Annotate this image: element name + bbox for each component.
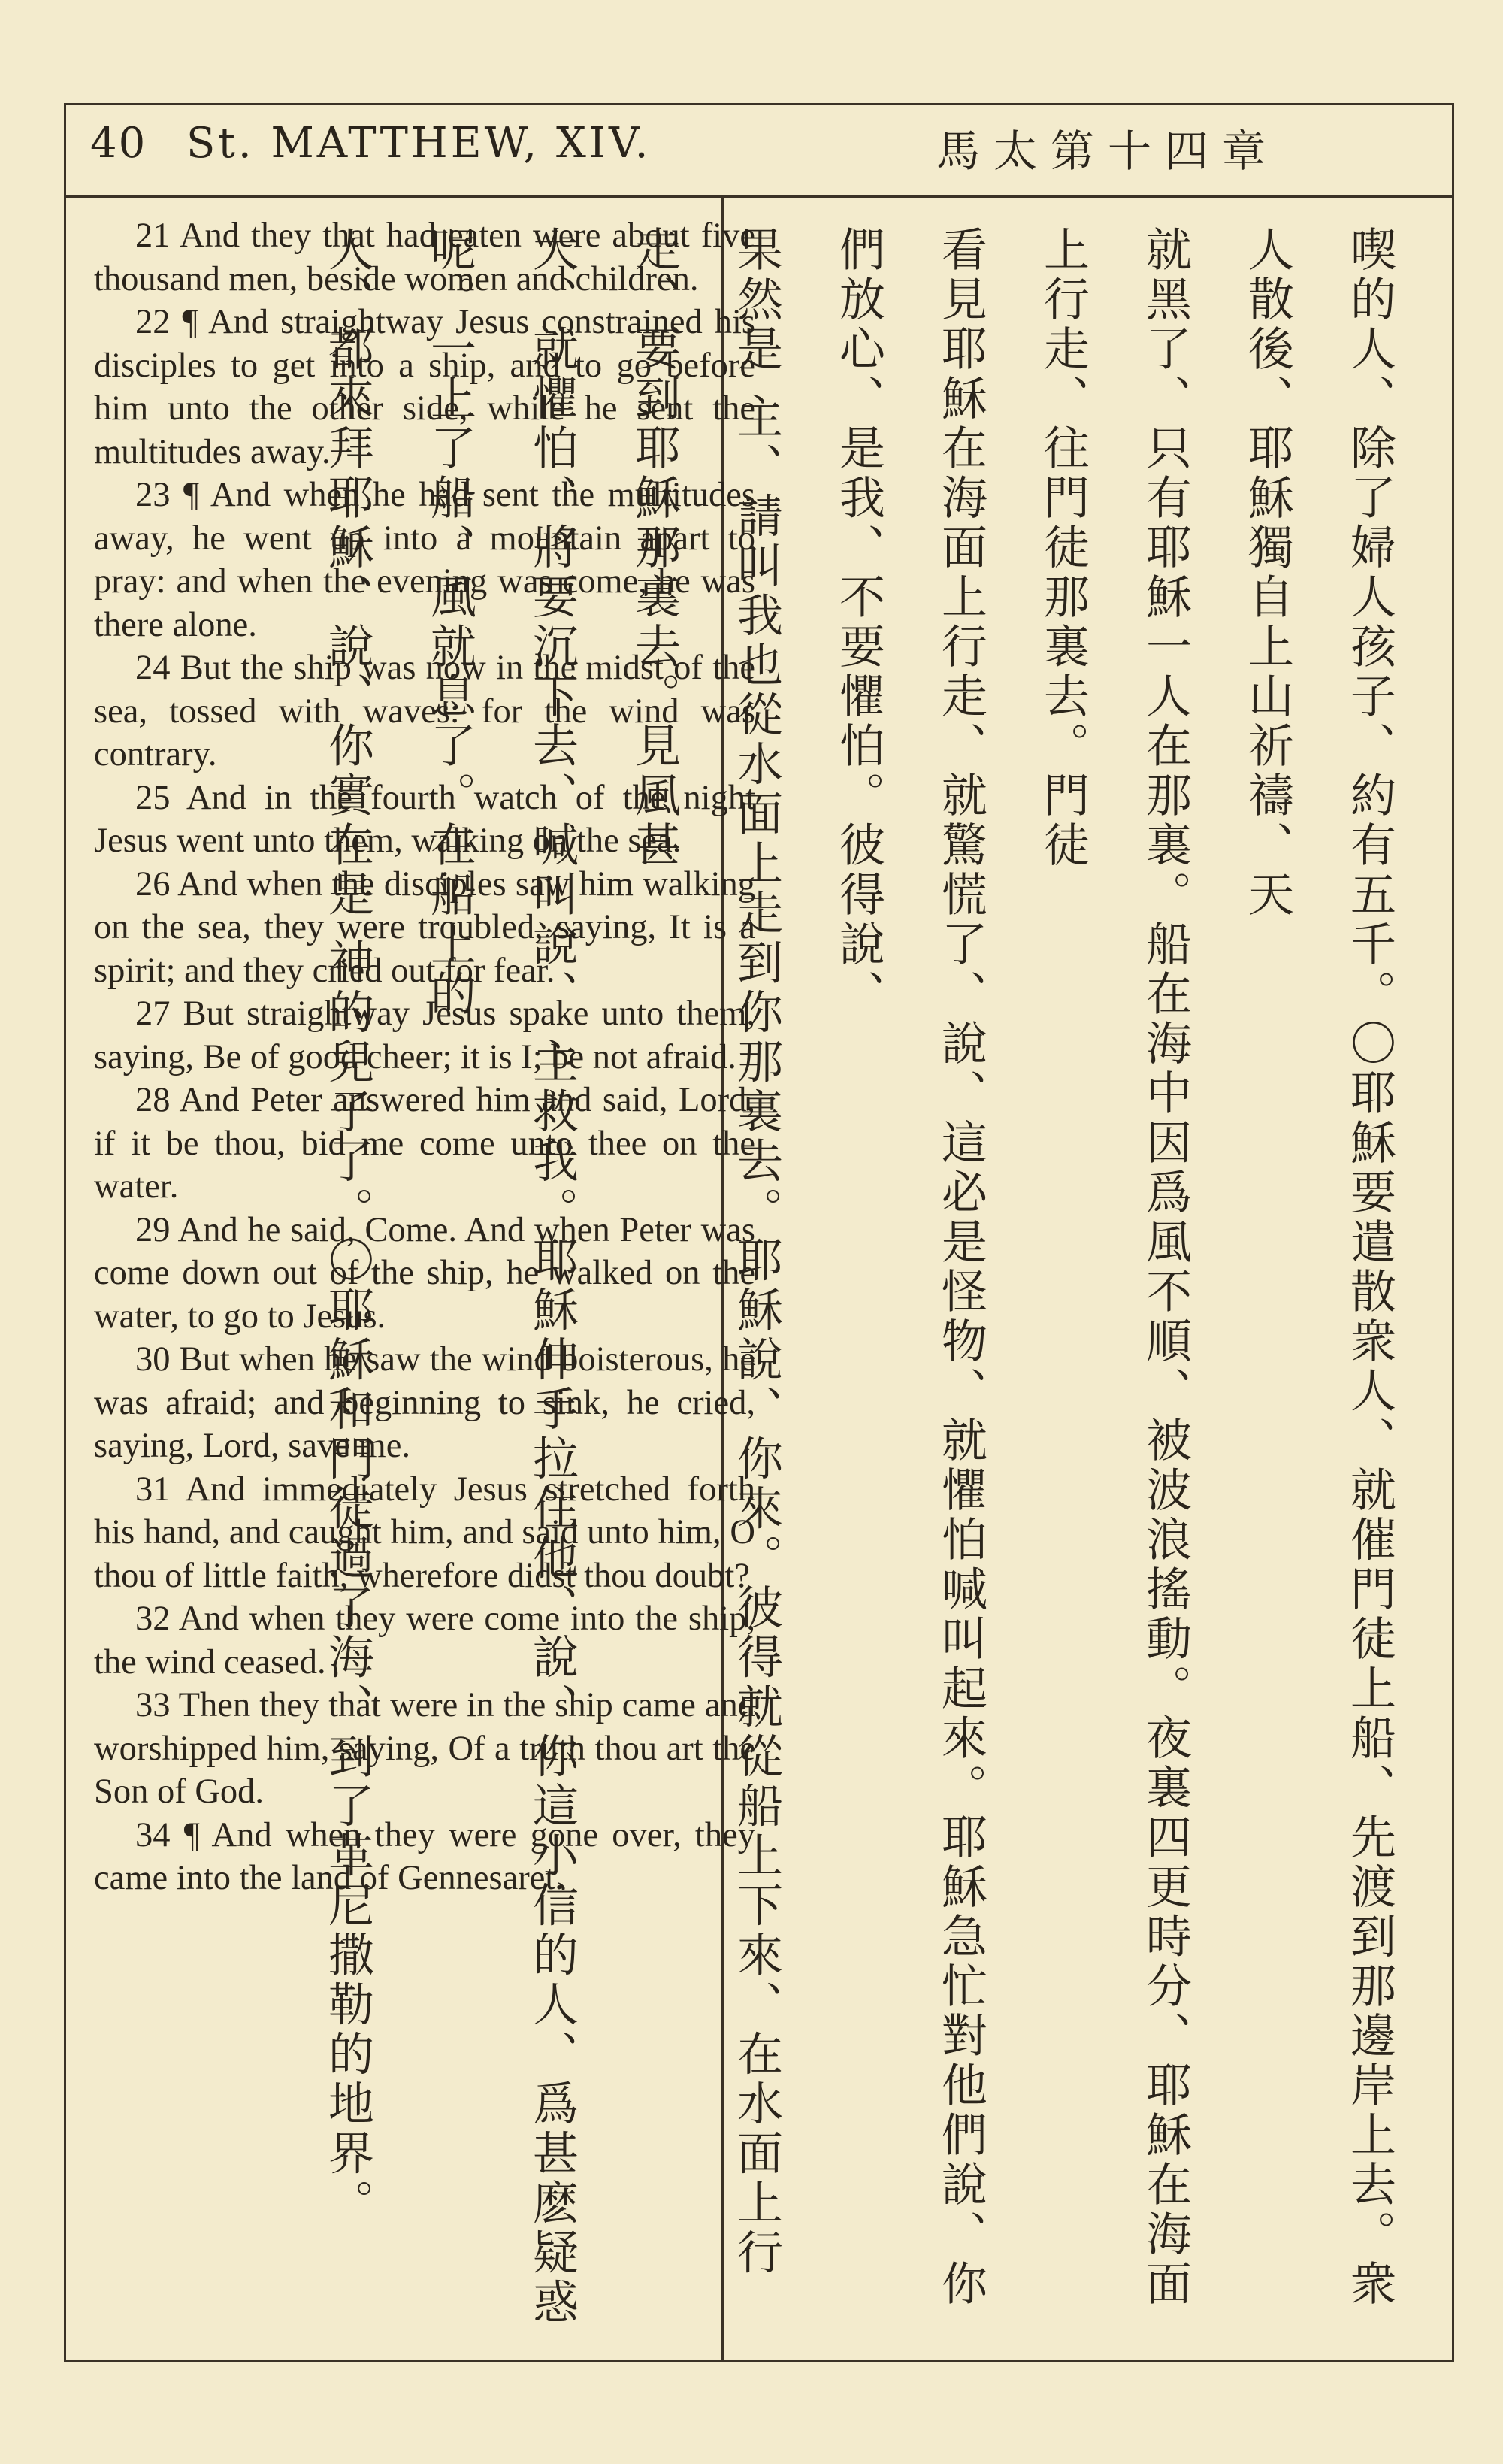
- verse-33: 33 Then they that were in the ship came and worshipped him, saying, Of a truth thou art the Son of God.: [94, 1686, 755, 1811]
- verse-22: 22 ¶ And straightway Jesus constrained his disciples to get into a ship, and to go before him unto the other side, while he sent the multitudes away.: [94, 303, 755, 471]
- chinese-line: 大、就懼怕、將要沉下去、喊叫說、 主救我。耶穌伸手拉住他、說、你這小信的人、爲甚麽疑惑呢。一上了船、風就息了。在船上的: [423, 226, 579, 2328]
- verse-23: 23 ¶ And when he had sent the multitudes away, he went up into a mountain apart to pray: and when the evening was come, he was there alone.: [94, 476, 755, 644]
- verse-31: 31 And immediately Jesus stretched forth his hand, and caught him, and said unto him, O thou of little faith, wherefore didst thou doubt?: [94, 1470, 755, 1595]
- verse-26: 26 And when the disciples saw him walking on the sea, they were troubled, saying, It is a spirit; and they cried out for fear.: [94, 864, 755, 990]
- running-head-english: St. MATTHEW, XIV.: [186, 119, 652, 168]
- verse-32: 32 And when they were come into the ship, the wind ceased.: [94, 1600, 755, 1682]
- verse-29: 29 And he said, Come. And when Peter was come down out of the ship, he walked on the water, to go to Jesus.: [94, 1210, 755, 1336]
- verse-34: 34 ¶ And when they were gone over, they came into the land of Gennesaret.: [94, 1815, 755, 1897]
- verse-21: 21 And they that had eaten were about five thousand men, beside women and children.: [94, 216, 755, 298]
- verse-24: 24 But the ship was now in the midst of the sea, tossed with waves: for the wind was contrary.: [94, 649, 755, 773]
- chinese-line: 果然是 主、請叫我也從水面上走到你那裏去。耶穌說、你來。彼得就從船上下來、在水面上行走、要到耶穌那裏去。見風甚: [628, 226, 783, 2278]
- page-number: 40: [90, 119, 147, 168]
- chinese-line: 看見耶穌在海面上行走、就驚慌了、說、這必是怪物、就懼怕喊叫起來。耶穌急忙對他們說、你們放心、是我、不要懼怕。彼得說、: [832, 226, 987, 2309]
- verse-25: 25 And in the fourth watch of the night Jesus went unto them, walking on the sea.: [94, 778, 755, 860]
- verse-30: 30 But when he saw the wind boisterous, he was afraid; and beginning to sink, he cried, saying, Lord, save me.: [94, 1340, 755, 1465]
- chinese-line: 就黑了、只有耶穌一人在那裏。船在海中因爲風不順、被波浪搖動。夜裏四更時分、耶穌在海面上行走、往門徒那裏去。門徒: [1036, 226, 1192, 2309]
- chinese-line: 人、都來拜耶穌、說、你實在是 神的兒子了。〇耶穌和門徒過了海、到了革尼撒勒的地界。: [321, 226, 374, 2229]
- chinese-line: 喫的人、除了婦人孩子、約有五千。〇耶穌要遣散衆人、就催門徒上船、先渡到那邊岸上去。衆人散後、耶穌獨自上山祈禱、天: [1241, 226, 1396, 2309]
- page-header: [66, 105, 1452, 198]
- verse-27: 27 But straightway Jesus spake unto them, saying, Be of good cheer; it is I; be not afraid.: [94, 994, 755, 1076]
- running-head-chinese: 馬太第十四章: [936, 126, 1279, 177]
- verse-28: 28 And Peter answered him and said, Lord, if it be thou, bid me come unto thee on the water.: [94, 1081, 755, 1206]
